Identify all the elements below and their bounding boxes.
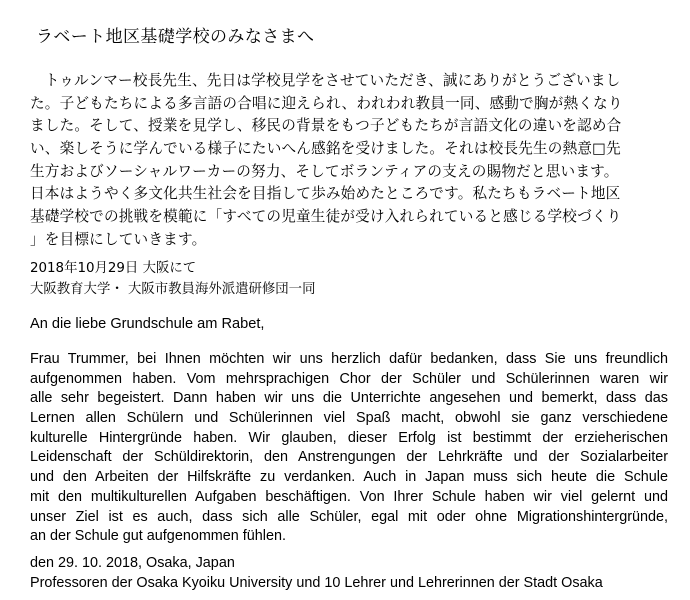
japanese-letter-date: 2018年10月29日 大阪にて xyxy=(30,261,197,276)
german-letter-greeting: An die liebe Grundschule am Rabet, xyxy=(30,316,265,332)
german-body-line: kulturelle Hintergründe haben. Wir glauben, dieser Erfolg ist bestimmt der erzieherischen xyxy=(30,429,668,446)
german-body-line: Lernen allen Schülern und Schülerinnen viel Spaß macht, obwohl sie ganz verschiedene xyxy=(30,410,668,427)
german-body-line: aufgenommen haben. Vom mehrsprachigen Chor der Schüler und Schülerinnen waren wir xyxy=(30,370,668,387)
japanese-body-line: 日本はようやく多文化共生社会を目指して歩み始めたところです。私たちもラベート地区 xyxy=(30,185,621,203)
japanese-letter-body xyxy=(30,70,670,252)
japanese-body-line: 基礎学校での挑戦を模範に「すべての児童生徒が受け入れられていると感じる学校づくり xyxy=(30,208,622,226)
german-body-line: und den Arbeiten der Hilfskräfte zu verdanken. Auch in Japan muss sich heute die Schule xyxy=(30,469,668,486)
japanese-body-line: た。子どもたちによる多言語の合唱に迎えられ、われわれ教員一同、感動で胸が熱くなり xyxy=(30,94,623,112)
german-body-line: Leidenschaft der Schüldirektorin, den Anstrengungen der Lehrkräfte und der Sozialarbeiter xyxy=(30,449,668,466)
japanese-letter-closing xyxy=(30,258,315,300)
german-body-line: alle sehr begeistert. Dann haben wir uns die Unterrichte angesehen und bemerkt, dass das xyxy=(30,390,668,407)
german-body-line: mit den multikulturellen Aufgaben beschäftigen. Von Ihrer Schule haben wir viel gelernt und xyxy=(30,488,668,505)
german-body-line: unser Ziel ist es auch, dass sich alle Schüler, egal mit oder ohne Migrationshintergründe, xyxy=(30,508,668,525)
japanese-letter-title: ラベート地区基礎学校のみなさまへ xyxy=(36,27,315,47)
japanese-body-line: 」を目標にしていきます。 xyxy=(30,230,207,248)
japanese-body-line: 生方およびソーシャルワーカーの努力、そしてボランティアの支えの賜物だと思います。 xyxy=(30,162,619,180)
german-body-line: Frau Trummer, bei Ihnen möchten wir uns herzlich dafür bedanken, dass Sie uns freundlich xyxy=(30,351,668,367)
german-letter-date: den 29. 10. 2018, Osaka, Japan xyxy=(30,555,235,571)
german-letter-body xyxy=(30,350,670,547)
japanese-body-line: い、楽しそうに学んでいる様子にたいへん感銘を受けました。それは校長先生の熱意□先 xyxy=(30,140,621,158)
japanese-letter-signature: 大阪教育大学・ 大阪市教員海外派遣研修団一同 xyxy=(30,282,316,297)
german-body-line: an der Schule gut aufgenommen fühlen. xyxy=(30,528,287,545)
japanese-body-line: トゥルンマー校長先生、先日は学校見学をさせていただき、誠にありがとうございまし xyxy=(30,72,621,89)
german-letter-closing xyxy=(30,554,603,593)
japanese-body-line: ました。そして、授業を見学し、移民の背景をもつ子どもたちが言語文化の違いを認め合 xyxy=(30,117,622,135)
german-letter-signature: Professoren der Osaka Kyoiku University und 10 Lehrer und Lehrerinnen der Stadt Osaka xyxy=(30,574,603,591)
